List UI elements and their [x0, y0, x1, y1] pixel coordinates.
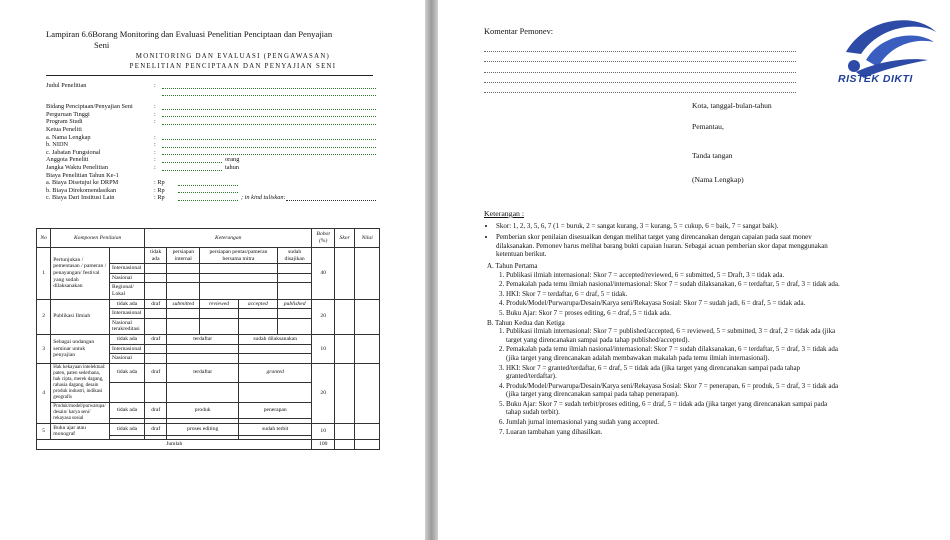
option-cell: proses editing	[167, 423, 239, 435]
total-nilai	[355, 439, 380, 449]
list-item: • Pemberian skor penilaian disesuaikan dengan melihat target yang direncanakan dengan capaian pada saat monev dilaksanakan. Pemonev harus melihat barang bukti capaian luaran. Sebagai acuan pemberian skor dapat menggunakan ketentuan berikut.	[496, 233, 844, 259]
komentar-line[interactable]	[484, 52, 796, 62]
komponen-cell: Pertunjukan / pementasan / pameran / penayangan/ festival yang sudah dilaksanakan	[51, 248, 110, 300]
skor-cell[interactable]	[334, 299, 354, 334]
sub-label: Internasional	[110, 344, 145, 354]
row-number: 4	[37, 363, 51, 423]
field-line[interactable]	[162, 82, 376, 89]
table-row	[37, 299, 380, 309]
keterangan-bullets	[484, 222, 844, 259]
option-cell: accepted	[238, 299, 277, 309]
option-cell: granted	[238, 363, 312, 382]
header-keterangan: Keterangan	[144, 229, 312, 248]
field-line[interactable]	[178, 194, 238, 201]
skor-cell[interactable]	[334, 363, 354, 423]
list-item: 3. HKI: Skor 7 = granted/terdaftar, 6 = draf, 5 = tidak ada (jika target yang direncanakan sampai pada tahap granted/terdaftar).	[506, 364, 844, 381]
bobot-cell: 40	[312, 248, 334, 300]
in-kind-label: ; in kind tuliskan:	[241, 194, 286, 202]
row-number: 3	[37, 334, 51, 363]
option-cell: persiapan pentas/pameran bersama mitra	[200, 248, 278, 264]
section-b-heading: B. Tahun Kedua dan Ketiga	[487, 318, 565, 327]
option-cell: sudah disajikan	[277, 248, 312, 264]
sub-label: Internasional	[110, 309, 145, 319]
section-a-list	[484, 271, 844, 318]
list-item: 7. Luaran tambahan yang dihasilkan.	[506, 428, 844, 437]
field-label: a. Biaya Disetujui ke DRPM	[46, 179, 119, 187]
rp-label: : Rp	[154, 186, 165, 194]
bobot-cell: 20	[312, 299, 334, 334]
field-line[interactable]	[162, 133, 376, 140]
heading-divider	[46, 75, 373, 76]
page-gutter	[425, 0, 438, 540]
komentar-line[interactable]	[484, 73, 796, 83]
field-label: c. Biaya Dari Institusi Lain	[46, 194, 115, 202]
option-cell: tidak ada	[144, 248, 166, 264]
field-line[interactable]	[178, 186, 238, 193]
header-nilai: Nilai	[355, 229, 380, 248]
unit-tahun: tahun	[225, 163, 239, 171]
option-cell: tidak ada	[110, 423, 145, 435]
section-a-heading: A. Tahun Pertama	[487, 261, 538, 270]
nilai-cell	[355, 248, 380, 300]
option-cell: tidak ada	[110, 299, 145, 309]
komentar-lines[interactable]	[484, 42, 796, 93]
option-cell: submitted	[167, 299, 200, 309]
option-cell: tidak ada	[110, 363, 145, 382]
list-item: 2. Pemakalah pada temu ilmiah nasional/internasional: Skor 7 = sudah dilaksanakan, 6 = terdaftar, 5 = draf, 3 = tidak ada.	[506, 280, 844, 289]
nilai-cell	[355, 423, 380, 439]
total-skor	[334, 439, 354, 449]
unit-orang: orang	[225, 156, 240, 164]
option-cell: produk	[167, 402, 239, 418]
right-page	[438, 0, 950, 540]
komponen-cell: Buku ajar atau monograf	[51, 423, 110, 439]
option-cell: sudah terbit	[238, 423, 312, 435]
list-item: 4. Produk/Model/Purwarupa/Desain/Karya seni/Rekayasa Sosial: Skor 7 = penerapan, 6 = produk, 5 = draf, 3 = tidak ada (jika target yang direncanakan sampai pada tahap penerapan).	[506, 382, 844, 399]
sign-role: Pemantau,	[692, 122, 724, 131]
option-cell: persiapan internal	[167, 248, 200, 264]
table-row	[37, 248, 380, 264]
list-item: 2. Pemakalah pada temu ilmiah nasional/internasional: Skor 7 = sudah dilaksanakan, 6 = terdaftar, 5 = draf, 3 = tidak ada (jika target yang direncanakan adalah membawakan makalah pada temu ilmiah internasional).	[506, 345, 844, 362]
list-item: 1. Publikasi ilmiah internasional: Skor 7 = published/accepted, 6 = reviewed, 5 = submitted, 3 = draf, 2 = tidak ada (jika target yang direncanakan sampai pada tahap published/accepted).	[506, 327, 844, 344]
komentar-line[interactable]	[484, 42, 796, 52]
field-line[interactable]	[162, 110, 376, 117]
title-line-2: Seni	[94, 40, 110, 50]
komentar-label: Komentar Pemonev:	[484, 27, 554, 36]
assessment-table	[36, 228, 380, 450]
komponen-cell: Hak kekayaan intelektual: paten, paten sederhana, hak cipta, merek dagang, rahasia dagang, desain produk industri, indikasi geografis	[51, 363, 110, 402]
logo-text: RISTEK DIKTI	[838, 73, 913, 85]
rp-label: : Rp	[154, 194, 165, 202]
table-header-row	[37, 229, 380, 248]
skor-cell[interactable]	[334, 248, 354, 300]
list-item: 4. Produk/Model/Purwarupa/Desain/Karya seni/Rekayasa Sosial: Skor 7 = sudah jadi, 6 = draf, 5 = tidak ada.	[506, 299, 844, 308]
field-line[interactable]	[178, 179, 238, 186]
row-number: 5	[37, 423, 51, 439]
field-label: Bidang Penciptaan/Penyajian Seni	[46, 103, 133, 111]
bobot-cell: 10	[312, 334, 334, 363]
sign-name: (Nama Lengkap)	[692, 175, 744, 184]
option-cell: terdaftar	[167, 363, 239, 382]
field-label: c. Jabatan Fungsional	[46, 148, 101, 156]
list-item: 1. Publikasi ilmiah internasional: Skor 7 = accepted/reviewed, 6 = submitted, 5 = Draft, 3 = tidak ada.	[506, 271, 844, 280]
sub-label: Nasional	[110, 354, 145, 364]
bobot-cell: 20	[312, 363, 334, 423]
field-label: Jangka Waktu Penelitian	[46, 163, 108, 171]
field-label: Perguruan Tinggi	[46, 110, 90, 118]
keterangan-heading: Keterangan :	[484, 209, 525, 218]
header-komponen: Komponen Penilaian	[51, 229, 145, 248]
total-bobot: 100	[312, 439, 334, 449]
skor-cell[interactable]	[334, 334, 354, 363]
field-label: Program Studi	[46, 118, 83, 126]
field-label: Biaya Penelitian Tahun Ke-1	[46, 171, 119, 179]
option-cell: draf	[144, 363, 166, 382]
document-title	[46, 29, 396, 51]
sub-label: Internasional	[110, 264, 145, 274]
field-line[interactable]	[162, 141, 376, 148]
field-line[interactable]	[162, 89, 376, 96]
field-line[interactable]	[162, 148, 376, 155]
option-cell: tidak ada	[110, 334, 145, 344]
sub-label: Nasional	[110, 273, 145, 283]
komentar-line[interactable]	[484, 83, 796, 93]
nilai-cell	[355, 363, 380, 423]
row-number: 2	[37, 299, 51, 334]
list-item: 5. Buku Ajar: Skor 7 = proses editing, 6 = draf, 5 = tidak ada.	[506, 309, 844, 318]
field-line[interactable]	[286, 194, 376, 201]
row-number: 1	[37, 248, 51, 300]
field-label: Anggota Peneliti	[46, 156, 89, 164]
sign-place: Kota, tanggal-bulan-tahun	[692, 101, 772, 110]
heading-line-2: PENELITIAN PENCIPTAAN DAN PENYAJIAN SENI	[129, 63, 337, 70]
sub-label: Regional/ Lokal	[110, 283, 145, 299]
title-line-1: Lampiran 6.6Borang Monitoring dan Evaluasi Penelitian Penciptaan dan Penyajian	[46, 29, 333, 39]
table-row	[37, 334, 380, 344]
komentar-line[interactable]	[484, 62, 796, 72]
list-item: 5. Buku Ajar: Skor 7 = sudah terbit/proses editing, 6 = draf, 5 = tidak ada (jika target yang direncanakan sampai pada tahap sudah terbit).	[506, 400, 844, 417]
sub-label: Nasional terakreditasi	[110, 318, 145, 334]
option-cell: draf	[144, 402, 166, 418]
field-label: a. Nama Lengkap	[46, 133, 91, 141]
nilai-cell	[355, 334, 380, 363]
skor-cell[interactable]	[334, 423, 354, 439]
komponen-cell: Produk/model/purwarupa/ desain/ karya seni/ rekayasa sosial	[51, 402, 110, 423]
identity-form: Judul Penelitian : Bidang Penciptaan/Penyajian Seni : Perguruan Tinggi : Program Studi : Ketua Peneliti a. Nama Lengkap : b. NIDN : c. Jabatan Fungsional : Anggota Peneliti : orang Jangka Waktu Penelitian : tahun Biaya Penelitian Tahun Ke-1 a. Biaya Disetujui ke DRPM : Rp b. Biaya Direkomendasikan : Rp c. Biaya Dari Institusi Lain : Rp ; in kind tuliskan:	[46, 82, 376, 202]
option-cell: penerapan	[238, 402, 312, 418]
rp-label: : Rp	[154, 179, 165, 187]
header-bobot: Bobot (%)	[312, 229, 334, 248]
option-cell: tidak ada	[110, 402, 145, 418]
option-cell: published	[277, 299, 312, 309]
bobot-cell: 10	[312, 423, 334, 439]
option-cell: draf	[144, 299, 166, 309]
form-heading	[88, 52, 378, 72]
option-cell: terdaftar	[167, 334, 239, 344]
komponen-cell: Publikasi Ilmiah	[51, 299, 110, 334]
left-page	[0, 0, 425, 540]
option-cell: reviewed	[200, 299, 239, 309]
field-line[interactable]	[162, 103, 376, 110]
list-item: • Skor: 1, 2, 3, 5, 6, 7 (1 = buruk, 2 = sangat kurang, 3 = kurang, 5 = cukup, 6 = baik, 7 = sangat baik).	[496, 222, 844, 231]
field-label: Ketua Peneliti	[46, 125, 82, 133]
field-label: Judul Penelitian	[46, 82, 87, 89]
komponen-cell: Sebagai undangan seminar untuk penyajian	[51, 334, 110, 363]
heading-line-1: MONITORING DAN EVALUASI (PENGAWASAN)	[135, 53, 331, 60]
field-line[interactable]	[162, 118, 376, 125]
table-row	[37, 423, 380, 435]
field-line[interactable]	[162, 156, 222, 163]
option-cell: draf	[144, 423, 166, 435]
field-label: b. Biaya Direkomendasikan	[46, 186, 117, 194]
header-no: No	[37, 229, 51, 248]
nilai-cell	[355, 299, 380, 334]
option-cell: sudah dilaksanakan	[238, 334, 312, 344]
table-row	[37, 363, 380, 382]
keterangan-section	[484, 210, 844, 437]
header-skor: Skor	[334, 229, 354, 248]
field-label: b. NIDN	[46, 141, 69, 149]
table-total-row	[37, 439, 380, 449]
total-label: Jumlah	[37, 439, 312, 449]
list-item: 3. HKI: Skor 7 = terdaftar, 6 = draf, 5 = tidak.	[506, 290, 844, 299]
field-line[interactable]	[162, 164, 222, 171]
section-b-list	[484, 327, 844, 436]
sign-ttd: Tanda tangan	[692, 151, 733, 160]
option-cell: draf	[144, 334, 166, 344]
list-item: 6. Jumlah jurnal internasional yang sudah yang accepted.	[506, 418, 844, 427]
